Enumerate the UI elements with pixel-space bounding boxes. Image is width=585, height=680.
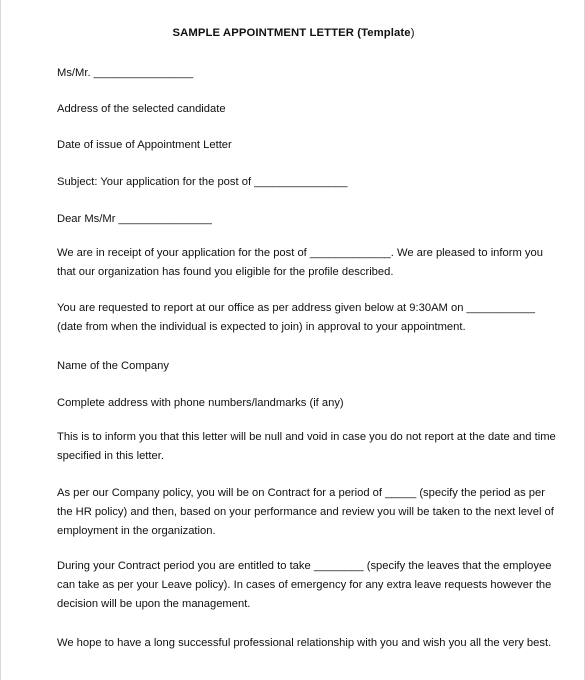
contract-line-1: As per our Company policy, you will be on Contract for a period of _____ (specify the period as per — [57, 487, 545, 499]
dear-line: Dear Ms/Mr _______________ — [57, 213, 212, 225]
letter-title-paren: ) — [410, 27, 415, 39]
report-line-2: (date from when the individual is expected to join) in approval to your appointment. — [57, 321, 466, 333]
subject-line: Subject: Your application for the post of _______________ — [57, 176, 348, 188]
issue-date-line: Date of issue of Appointment Letter — [57, 139, 232, 151]
letter-title — [1, 27, 585, 39]
null-void-line-1: This is to inform you that this letter will be null and void in case you do not report at the date and time — [57, 431, 556, 443]
report-paragraph — [57, 299, 535, 337]
receipt-line-1: We are in receipt of your application for the post of _____________. We are pleased to inform you — [57, 247, 543, 259]
leave-line-1: During your Contract period you are entitled to take ________ (specify the leaves that the employee — [57, 560, 552, 572]
receipt-line-2: that our organization has found you eligible for the profile described. — [57, 266, 394, 278]
letter-title-text: SAMPLE APPOINTMENT LETTER (Template — [172, 27, 411, 39]
company-name-line: Name of the Company — [57, 360, 169, 372]
null-void-line-2: specified in this letter. — [57, 450, 164, 462]
report-line-1: You are requested to report at our office as per address given below at 9:30AM on ___________ — [57, 302, 535, 314]
null-void-paragraph — [57, 428, 556, 466]
closing-line: We hope to have a long successful professional relationship with you and wish you all the very best. — [57, 637, 552, 649]
salutation-name-field: Ms/Mr. ________________ — [57, 67, 194, 79]
candidate-address-line: Address of the selected candidate — [57, 103, 226, 115]
leave-paragraph — [57, 557, 552, 614]
contract-line-3: employment in the organization. — [57, 525, 216, 537]
leave-line-2: can take as per your Leave policy). In cases of emergency for any extra leave requests however the — [57, 579, 552, 591]
leave-line-3: decision will be upon the management. — [57, 598, 251, 610]
contract-paragraph — [57, 484, 554, 541]
receipt-paragraph — [57, 244, 543, 282]
company-address-line: Complete address with phone numbers/landmarks (if any) — [57, 397, 344, 409]
contract-line-2: the HR policy) and then, based on your performance and review you will be taken to the next level of — [57, 506, 554, 518]
